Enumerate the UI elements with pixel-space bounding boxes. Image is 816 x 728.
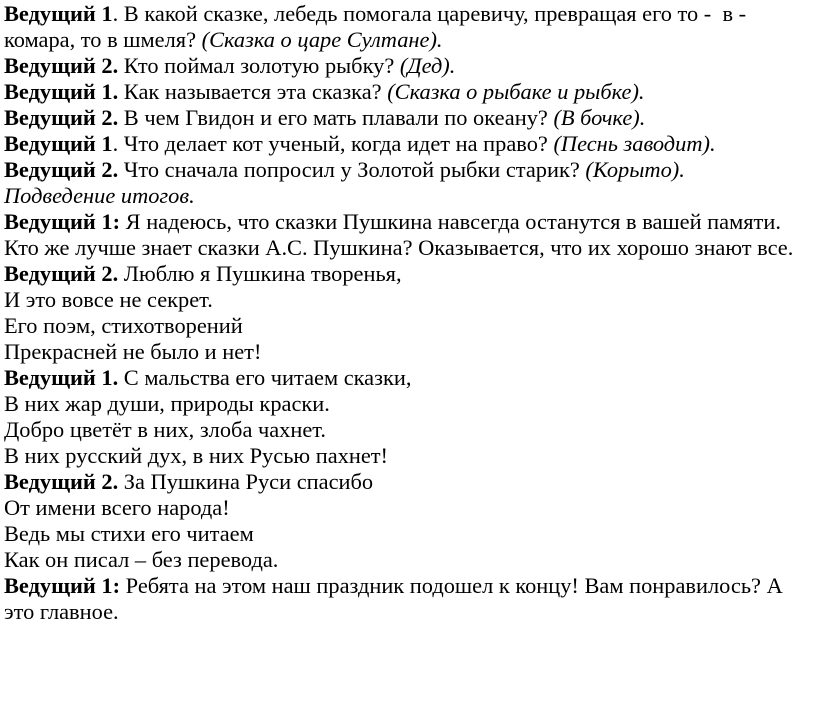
text-line (4, 521, 810, 547)
speaker-label: Ведущий 2. (4, 469, 119, 494)
text-line (4, 261, 810, 287)
body-text: . Что делает кот ученый, когда идет на право? (112, 131, 554, 156)
text-line (4, 417, 810, 443)
body-text: С мальства его читаем сказки, (118, 365, 412, 390)
speaker-label: Ведущий 1 (4, 1, 113, 26)
body-text: это главное. (4, 599, 119, 624)
speaker-label: Ведущий 2. (4, 105, 119, 130)
speaker-label: Ведущий 2. (4, 157, 119, 182)
document-text (4, 1, 810, 625)
text-line (4, 209, 810, 235)
speaker-label: Ведущий 1. (4, 365, 119, 390)
text-line (4, 287, 810, 313)
body-text: Ребята на этом наш праздник подошел к концу! Вам понравилось? А (120, 573, 783, 598)
body-text: Ведь мы стихи его читаем (4, 521, 254, 546)
body-text: комара, то в шмеля? (4, 27, 202, 52)
body-text: Люблю я Пушкина творенья, (118, 261, 402, 286)
text-line (4, 131, 810, 157)
italic-text: (В бочке). (553, 105, 646, 130)
speaker-label: Ведущий 2. (4, 261, 119, 286)
text-line (4, 443, 810, 469)
italic-text: (Сказка о царе Султане). (201, 27, 443, 52)
text-line (4, 183, 810, 209)
speaker-label: Ведущий 1: (4, 209, 121, 234)
text-line (4, 1, 810, 27)
body-text: Как называется эта сказка? (118, 79, 388, 104)
text-line (4, 79, 810, 105)
body-text: В чем Гвидон и его мать плавали по океану? (118, 105, 554, 130)
text-line (4, 469, 810, 495)
body-text: В них жар души, природы краски. (4, 391, 330, 416)
body-text: Прекрасней не было и нет! (4, 339, 262, 364)
body-text: Кто поймал золотую рыбку? (118, 53, 400, 78)
text-line (4, 365, 810, 391)
speaker-label: Ведущий 1: (4, 573, 121, 598)
body-text: В них русский дух, в них Русью пахнет! (4, 443, 389, 468)
text-line (4, 157, 810, 183)
text-line (4, 235, 810, 261)
italic-text: (Песнь заводит). (553, 131, 716, 156)
italic-text: (Сказка о рыбаке и рыбке). (387, 79, 645, 104)
body-text: Добро цветёт в них, злоба чахнет. (4, 417, 326, 442)
body-text: Кто же лучше знает сказки А.С. Пушкина? Оказывается, что их хорошо знают все. (4, 235, 794, 260)
text-line (4, 547, 810, 573)
text-line (4, 573, 810, 599)
text-line (4, 391, 810, 417)
speaker-label: Ведущий 1. (4, 79, 119, 104)
italic-text: Подведение итогов. (4, 183, 195, 208)
text-line (4, 313, 810, 339)
body-text: Что сначала попросил у Золотой рыбки старик? (118, 157, 586, 182)
text-line (4, 495, 810, 521)
body-text: От имени всего народа! (4, 495, 230, 520)
speaker-label: Ведущий 2. (4, 53, 119, 78)
text-line (4, 339, 810, 365)
text-line (4, 27, 810, 53)
body-text: За Пушкина Руси спасибо (118, 469, 374, 494)
italic-text: (Дед). (399, 53, 456, 78)
text-line (4, 53, 810, 79)
text-line (4, 599, 810, 625)
body-text: Я надеюсь, что сказки Пушкина навсегда останутся в вашей памяти. (120, 209, 781, 234)
text-line (4, 105, 810, 131)
body-text: . В какой сказке, лебедь помогала царевичу, превращая его то - в - (112, 1, 747, 26)
italic-text: (Корыто). (585, 157, 685, 182)
body-text: Его поэм, стихотворений (4, 313, 243, 338)
body-text: Как он писал – без перевода. (4, 547, 279, 572)
speaker-label: Ведущий 1 (4, 131, 113, 156)
body-text: И это вовсе не секрет. (4, 287, 213, 312)
